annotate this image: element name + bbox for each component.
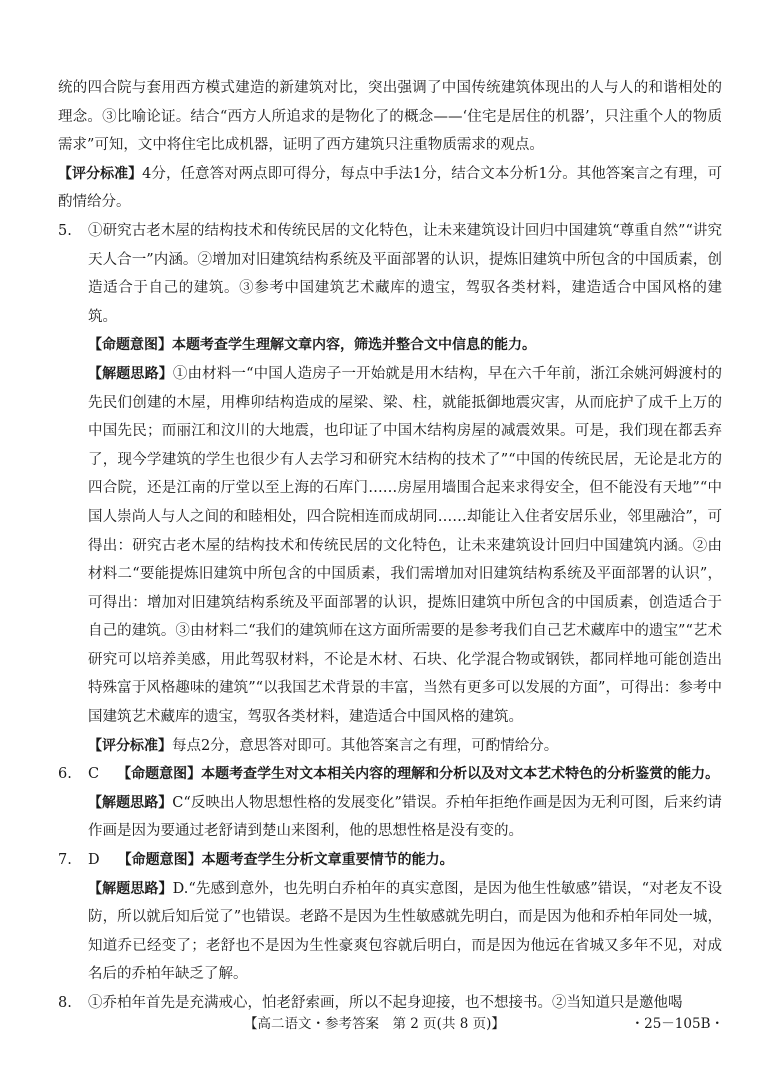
answer8-text: ①乔柏年首先是充满戒心，怕老舒索画，所以不起身迎接，也不想接书。②当知道只是邀他喝: [88, 995, 683, 1011]
answer6-intent-line: [88, 760, 722, 789]
page-content: [58, 74, 722, 1018]
answer5-approach: [58, 360, 722, 732]
answer4-criteria: [58, 160, 722, 217]
answer4-continuation: 统的四合院与套用西方模式建造的新建筑对比，突出强调了中国传统建筑体现出的人与人的和谐相处的理念。③比喻论证。结合“西方人所追求的是物化了的概念——‘住宅是居住的机器’，只注重个人的物质需求”可知，文中将住宅比成机器，证明了西方建筑只注重物质需求的观点。: [58, 80, 722, 154]
intent-text: 本题考查学生分析文章重要情节的能力。: [201, 852, 454, 869]
intent-tag: 【命题意图】: [117, 766, 202, 783]
criteria-tag: 【评分标准】: [58, 165, 143, 182]
question-number: 8.: [58, 995, 72, 1011]
criteria-text: 4分，任意答对两点即可得分，每点中手法1分，结合文本分析1分。其他答案言之有理，可酌情给分。: [58, 165, 722, 211]
intent-text: 本题考查学生对文本相关内容的理解和分析以及对文本艺术特色的分析鉴赏的能力。: [201, 766, 720, 783]
answer-choice: C: [88, 766, 100, 783]
intent-tag: 【命题意图】: [117, 852, 202, 869]
approach-tag: 【解题思路】: [88, 365, 173, 382]
footer-code: ・25－105B・: [630, 1016, 724, 1032]
answer6: [58, 760, 722, 789]
answer6-approach: [58, 789, 722, 846]
answer7: [58, 846, 722, 875]
approach-tag: 【解题思路】: [88, 880, 173, 897]
answer5-intent: [58, 331, 722, 360]
criteria-tag: 【评分标准】: [88, 737, 172, 754]
approach-text: D.“先感到意外，也先明白乔柏年的真实意图，是因为他生性敏感”错误，“对老友不设防，所以就后知后觉了”也错误。老路不是因为生性敏感就先明白，而是因为他和乔柏年同处一城，知道乔已经变了；老舒也不是因为生性豪爽包容就后明白，而是因为他远在省城又多年不见，对成名后的乔柏年缺乏了解。: [88, 880, 723, 983]
answer5: [58, 217, 722, 331]
question-number: 6.: [58, 766, 72, 783]
page-footer: [0, 1008, 764, 1038]
approach-text: ①由材料一“中国人造房子一开始就是用木结构，早在六千年前，浙江余姚河姆渡村的先民们创建的木屋，用榫卯结构造成的屋梁、梁、柱，就能抵御地震灾害，从而庇护了成千上万的中国先民；而丽江和汶川的大地震，也印证了中国木结构房屋的减震效果。可是，我们现在都丢弃了，现今学建筑的学生也很少有人去学习和研究木结构的技术了”“中国的传统民居，无论是北方的四合院，还是江南的厅堂以至上海的石库门……房屋用墙围合起来求得安全，但不能没有天地”“中国人崇尚人与人之间的和睦相处，四合院相连而成胡同……却能让入住者安居乐业，邻里融洽”，可得出：研究古老木屋的结构技术和传统民居的文化特色，让未来建筑设计回归中国建筑内涵。②由材料二“要能提炼旧建筑中所包含的中国质素，我们需增加对旧建筑结构系统及平面部署的认识”，可得出：增加对旧建筑结构系统及平面部署的认识，提炼旧建筑中所包含的中国质素，创造适合于自己的建筑。③由材料二“我们的建筑师在这方面所需要的是参考我们自己艺术藏库中的遗宝”“艺术研究可以培养美感，用此驾驭材料，不论是木材、石块、化学混合物或钢铁，都同样地可能创造出特殊富于风格趣味的建筑”“以我国艺术背景的丰富，当然有更多可以发展的方面”，可得出：参考中国建筑艺术藏库的遗宝，驾驭各类材料，建造适合中国风格的建筑。: [88, 365, 722, 726]
answer5-criteria: [58, 732, 722, 761]
footer-page-info: 【高二语文・参考答案 第 2 页(共 8 页)】: [244, 1016, 505, 1032]
answer7-approach: [58, 875, 722, 989]
approach-text: C“反映出人物思想性格的发展变化”错误。乔柏年拒绝作画是因为无利可图，后来约请作画是因为要通过老舒请到楚山来图利，他的思想性格是没有变的。: [88, 794, 723, 840]
answer5-text: ①研究古老木屋的结构技术和传统民居的文化特色，让未来建筑设计回归中国建筑“尊重自然”“讲究天人合一”内涵。②增加对旧建筑结构系统及平面部署的认识，提炼旧建筑中所包含的中国质素，创造适合于自己的建筑。③参考中国建筑艺术藏库的遗宝，驾驭各类材料，建造适合中国风格的建筑。: [88, 222, 722, 325]
intent-tag: 【命题意图】: [88, 337, 172, 354]
approach-tag: 【解题思路】: [88, 794, 173, 811]
criteria-text: 每点2分，意思答对即可。其他答案言之有理，可酌情给分。: [172, 737, 559, 754]
question-number: 5.: [58, 222, 72, 239]
question-number: 7.: [58, 852, 72, 869]
intent-text: 本题考查学生理解文章内容，筛选并整合文中信息的能力。: [172, 337, 536, 354]
answer-choice: D: [88, 852, 100, 869]
answer7-intent-line: [88, 846, 722, 875]
